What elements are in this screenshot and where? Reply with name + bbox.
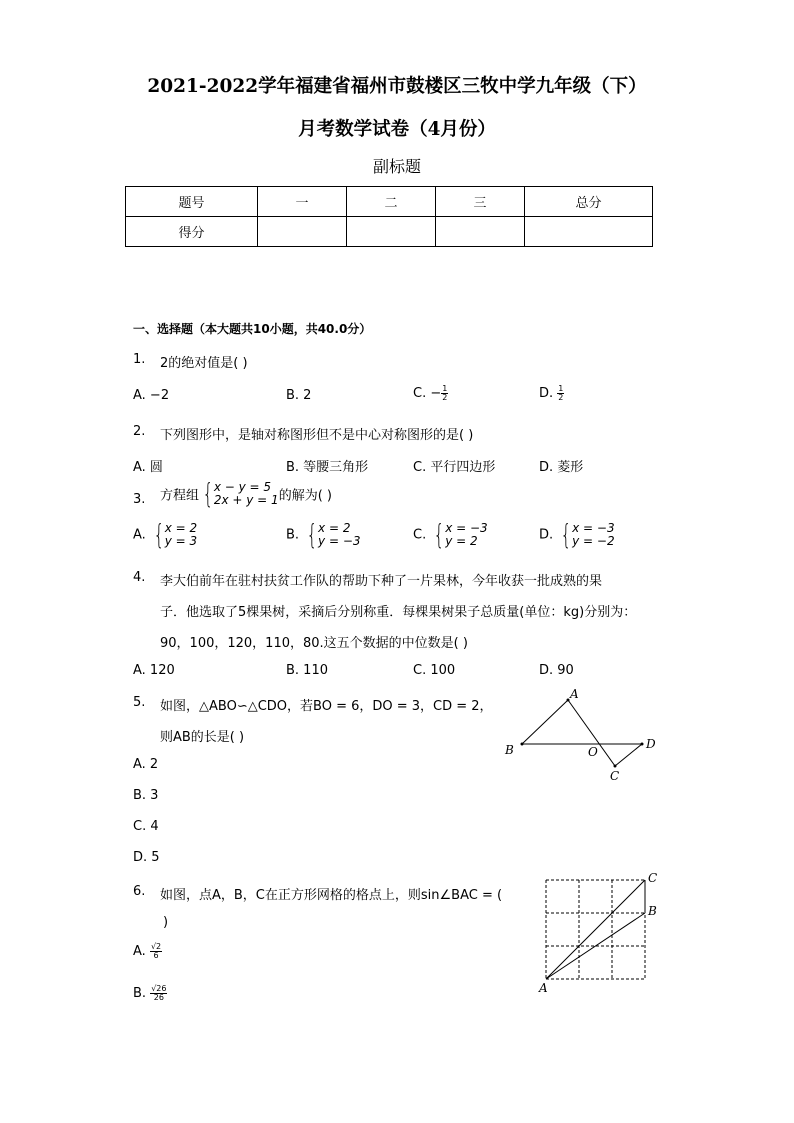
score-cell	[525, 217, 653, 247]
q3-option-a: A. { x = 2 y = 3	[133, 518, 198, 551]
q5-figure	[500, 684, 670, 784]
q3-text: 方程组 { x − y = 5 2x + y = 1 的解为( )	[160, 477, 332, 510]
q6-line1: 如图，点A，B，C在正方形网格的格点上，则sin∠BAC = (	[160, 888, 503, 903]
q5-number: 5.	[133, 695, 146, 710]
q3-prefix: 方程组	[160, 488, 200, 504]
q3-option-c: C. { x = −3 y = 2	[413, 518, 488, 551]
exam-subtitle: 副标题	[372, 157, 421, 176]
q4-option-b: B. 110	[286, 663, 328, 678]
q4-number: 4.	[133, 570, 146, 585]
q6-grid-figure	[535, 870, 665, 1000]
score-table	[125, 186, 653, 247]
q1-option-a: A. −2	[133, 388, 170, 403]
q1-number: 1.	[133, 352, 146, 367]
q3-suffix: 的解为( )	[278, 488, 332, 504]
q5-segment-ba	[522, 700, 568, 744]
q5-label-o: O	[588, 745, 598, 759]
q2-text: 下列图形中，是轴对称图形但不是中心对称图形的是( )	[160, 428, 474, 443]
score-cell	[258, 217, 347, 247]
q1-text: 2的绝对值是( )	[160, 356, 248, 371]
score-header-cell: 三	[436, 187, 525, 217]
q4-option-c: C. 100	[413, 663, 456, 678]
q1-option-b: B. 2	[286, 388, 312, 403]
exam-title-line2: 月考数学试卷（4月份）	[298, 119, 496, 140]
q6-label-c: C	[648, 871, 658, 885]
q5-label-a: A	[570, 687, 579, 701]
section-heading: 一、选择题（本大题共10小题，共40.0分）	[133, 322, 372, 336]
q4-option-d: D. 90	[539, 663, 574, 678]
q5-option-d: D. 5	[133, 850, 160, 865]
q5-label-d: D	[646, 737, 656, 751]
q5-option-c: C. 4	[133, 819, 159, 834]
q5-label-c: C	[610, 769, 620, 783]
q5-line1: 如图，△ABO∽△CDO，若BO = 6，DO = 3，CD = 2，	[160, 699, 493, 714]
q6-option-a: A. $\frac{√2}{6}$	[133, 942, 162, 960]
score-table-row	[126, 217, 653, 247]
q3-option-b: B. { x = 2 y = −3	[286, 518, 361, 551]
q6-segment-ab	[546, 913, 645, 979]
score-header-cell: 总分	[525, 187, 653, 217]
q5-label-b: B	[505, 743, 514, 757]
q4-line1: 李大伯前年在驻村扶贫工作队的帮助下种了一片果林，今年收获一批成熟的果	[160, 574, 603, 589]
score-header-cell: 二	[347, 187, 436, 217]
q5-line2: 则AB的长是( )	[160, 730, 245, 745]
q2-option-b: B. 等腰三角形	[286, 460, 369, 475]
q4-line2: 子．他选取了5棵果树，采摘后分别称重．每棵果树果子总质量(单位：kg)分别为：	[160, 605, 637, 620]
q2-number: 2.	[133, 424, 146, 439]
q5-option-a: A. 2	[133, 757, 159, 772]
score-header-cell: 一	[258, 187, 347, 217]
q3-number: 3.	[133, 492, 146, 507]
q2-option-d: D. 菱形	[539, 460, 584, 475]
q1-option-d-fraction: $\frac{1}{2}$	[558, 384, 564, 402]
q4-line3: 90，100，120，110，80.这五个数据的中位数是( )	[160, 636, 468, 651]
q6-label-b: B	[648, 904, 657, 918]
q1-option-c-label: C. −	[413, 386, 442, 401]
q1-option-c	[413, 385, 448, 402]
score-header-cell: 题号	[126, 187, 258, 217]
q4-option-a: A. 120	[133, 663, 175, 678]
q3-option-d: D. { x = −3 y = −2	[539, 518, 615, 551]
q2-option-c: C. 平行四边形	[413, 460, 496, 475]
q6-option-b: B. $\frac{√26}{26}$	[133, 984, 167, 1002]
q6-line2: )	[163, 915, 169, 930]
q6-segment-ac	[546, 880, 645, 979]
q5-segment-dc	[615, 744, 642, 766]
q1-option-c-fraction: $\frac{1}{2}$	[442, 384, 448, 402]
q6-label-a: A	[539, 981, 548, 995]
score-table-header-row	[126, 187, 653, 217]
score-cell	[436, 217, 525, 247]
q3-system: x − y = 5 2x + y = 1	[213, 480, 279, 507]
score-row-label: 得分	[126, 217, 258, 247]
q1-option-d	[539, 385, 564, 402]
score-cell	[347, 217, 436, 247]
q2-option-a: A. 圆	[133, 460, 163, 475]
q5-option-b: B. 3	[133, 788, 159, 803]
q1-option-d-label: D.	[539, 386, 558, 401]
exam-title-line1: 2021-2022学年福建省福州市鼓楼区三牧中学九年级（下）	[147, 76, 647, 97]
q6-number: 6.	[133, 884, 146, 899]
